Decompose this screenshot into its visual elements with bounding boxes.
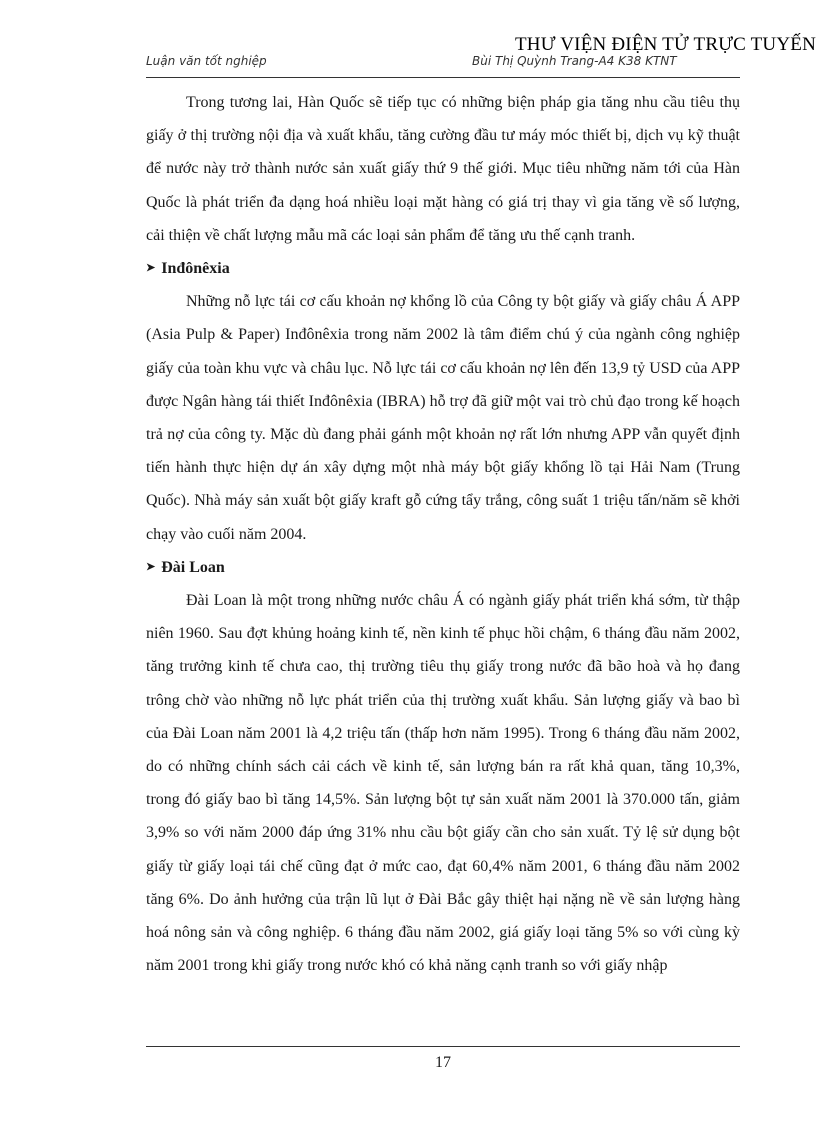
paragraph-taiwan: Đài Loan là một trong những nước châu Á có ngành giấy phát triển khá sớm, từ thập niên 1960. Sau đợt khủng hoảng kinh tế, nền kinh tế phục hồi chậm, 6 tháng đầu năm 2002, tăng trưởng kinh tế chưa cao, thị trường tiêu thụ giấy trong nước đã bão hoà và họ đang trông chờ vào những nỗ lực phát triển của thị trường xuất khẩu. Sản lượng giấy và bao bì của Đài Loan năm 2001 là 4,2 triệu tấn (thấp hơn năm 1995). Trong 6 tháng đầu năm 2002, do có những chính sách cải cách về kinh tế, sản lượng bán ra rất khả quan, tăng 10,3%, trong đó giấy bao bì tăng 14,5%. Sản lượng bột tự sản xuất năm 2001 là 370.000 tấn, giảm 3,9% so với năm 2000 đáp ứng 31% nhu cầu bột giấy cần cho sản xuất. Tỷ lệ sử dụng bột giấy từ giấy loại tái chế cũng đạt ở mức cao, đạt 60,4% năm 2001, 6 tháng đầu năm 2002 tăng 6%. Do ảnh hưởng của trận lũ lụt ở Đài Bắc gây thiệt hại nặng nề về sản lượng hàng hoá nông sản và công nghiệp. 6 tháng đầu năm 2002, giá giấy loại tăng 5% so với cùng kỳ năm 2001 trong khi giấy trong nước khó có khả năng cạnh tranh so với giấy nhập (146, 592, 740, 975)
section-heading-taiwan (146, 551, 740, 584)
library-watermark: THƯ VIỆN ĐIỆN TỬ TRỰC TUYẾN (514, 34, 816, 55)
arrow-bullet-icon: ➤ (146, 262, 156, 275)
header-author: Bùi Thị Quỳnh Trang-A4 K38 KTNT (472, 54, 677, 68)
page-number: 17 (435, 1054, 451, 1071)
header-rule (146, 77, 740, 78)
paragraph-korea: Trong tương lai, Hàn Quốc sẽ tiếp tục có những biện pháp gia tăng nhu cầu tiêu thụ giấy ở thị trường nội địa và xuất khẩu, tăng cường đầu tư máy móc thiết bị, dịch vụ kỹ thuật để nước này trở thành nước sản xuất giấy thứ 9 thế giới. Mục tiêu những năm tới của Hàn Quốc là phát triển đa dạng hoá nhiều loại mặt hàng có giá trị thay vì gia tăng về số lượng, cải thiện về chất lượng mẫu mã các loại sản phẩm để tăng ưu thế cạnh tranh. (146, 94, 740, 244)
heading-text: Đài Loan (161, 558, 225, 576)
paragraph-indonesia: Những nỗ lực tái cơ cấu khoản nợ khổng lồ của Công ty bột giấy và giấy châu Á APP (Asia Pulp & Paper) Inđônêxia trong năm 2002 là tâm điểm chú ý của ngành công nghiệp giấy của toàn khu vực và châu lục. Nỗ lực tái cơ cấu khoản nợ lên đến 13,9 tỷ USD của APP được Ngân hàng tái thiết Inđônêxia (IBRA) hỗ trợ đã giữ một vai trò chủ đạo trong kế hoạch trả nợ của công ty. Mặc dù đang phải gánh một khoản nợ rất lớn nhưng APP vẫn quyết định tiến hành thực hiện dự án xây dựng một nhà máy bột giấy khổng lồ tại Hải Nam (Trung Quốc). Nhà máy sản xuất bột giấy kraft gỗ cứng tẩy trắng, công suất 1 triệu tấn/năm sẽ khởi chạy vào cuối năm 2004. (146, 293, 740, 543)
footer-rule (146, 1046, 740, 1047)
arrow-bullet-icon: ➤ (146, 560, 156, 573)
header-thesis-label: Luận văn tốt nghiệp (146, 54, 267, 68)
section-heading-indonesia (146, 252, 740, 285)
heading-text: Inđônêxia (161, 260, 230, 278)
page-content (146, 86, 740, 982)
